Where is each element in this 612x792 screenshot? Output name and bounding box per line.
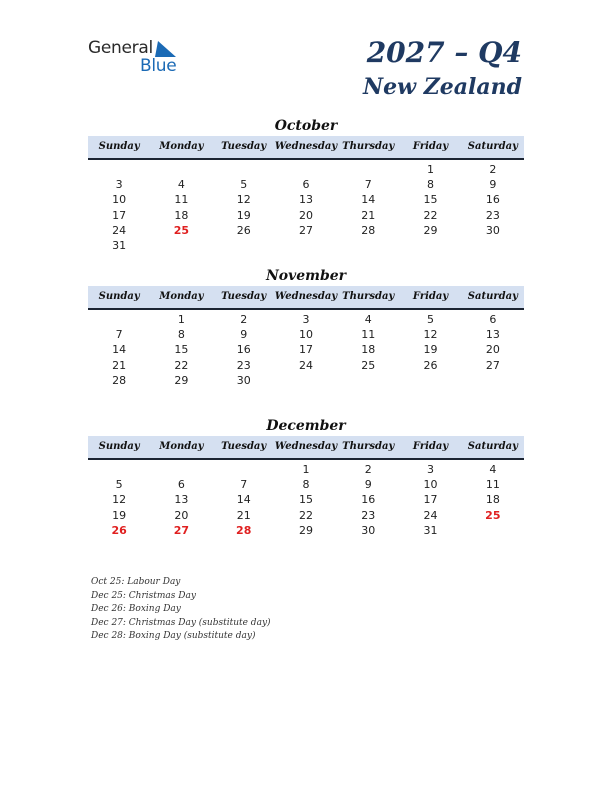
day-cell: 12 [236, 193, 251, 207]
empty-day-cell [88, 162, 150, 177]
month-name: October [274, 118, 338, 134]
day-cell: 23 [361, 508, 376, 522]
day-cell: 24 [298, 358, 313, 372]
empty-day-cell [150, 238, 212, 253]
weekday-label: Thursday [342, 291, 395, 302]
day-cell: 15 [423, 193, 438, 207]
day-cell: 26 [236, 223, 251, 237]
day-cell: 19 [236, 208, 251, 222]
day-cell: 31 [423, 523, 438, 537]
day-cell: 29 [423, 223, 438, 237]
weekday-label: Sunday [98, 141, 140, 152]
weekday-label: Monday [159, 441, 204, 452]
holiday-note: Dec 28: Boxing Day (substitute day) [91, 631, 256, 642]
day-cell: 18 [485, 493, 500, 507]
holiday-notes [91, 576, 271, 644]
day-cell: 8 [302, 478, 310, 492]
day-cell: 27 [485, 358, 500, 372]
empty-day-cell [399, 373, 461, 388]
page-subtitle: New Zealand [362, 74, 522, 100]
logo-flag-icon [155, 41, 176, 57]
day-cell: 2 [364, 463, 372, 476]
weekday-label: Wednesday [274, 291, 338, 302]
day-cell: 1 [427, 163, 435, 176]
day-cell: 10 [112, 193, 127, 207]
day-cell: 16 [236, 343, 251, 357]
empty-day-cell [275, 238, 337, 253]
day-cell: 24 [112, 223, 127, 237]
day-cell: 16 [361, 493, 376, 507]
day-cell: 28 [112, 373, 127, 387]
day-cell: 15 [298, 493, 313, 507]
week-row [88, 192, 524, 207]
day-cell: 13 [298, 193, 313, 207]
week-row [88, 523, 524, 538]
day-cell: 13 [174, 493, 189, 507]
day-cell: 3 [302, 313, 310, 326]
holiday-note: Dec 26: Boxing Day [91, 604, 181, 615]
week-row [88, 312, 524, 327]
weekday-label: Friday [412, 291, 449, 302]
day-cell: 16 [485, 193, 500, 207]
day-cell: 6 [177, 478, 185, 492]
day-cell: 30 [485, 223, 500, 237]
day-cell: 4 [177, 178, 185, 192]
day-cell: 14 [236, 493, 251, 507]
empty-day-cell [150, 162, 212, 177]
month-name: November [265, 268, 347, 284]
week-grid [88, 310, 524, 388]
weekday-label: Saturday [467, 291, 518, 302]
weekday-label: Tuesday [221, 291, 267, 302]
day-cell: 15 [174, 343, 189, 357]
day-cell: 26 [423, 358, 438, 372]
day-cell: 17 [423, 493, 438, 507]
day-cell: 21 [361, 208, 376, 222]
day-cell: 2 [240, 313, 248, 326]
weekday-header [88, 136, 524, 160]
week-grid [88, 460, 524, 538]
day-cell: 3 [427, 463, 435, 476]
weekday-label: Tuesday [221, 141, 267, 152]
empty-day-cell [462, 238, 524, 253]
day-cell: 10 [298, 328, 313, 342]
week-row [88, 508, 524, 523]
holiday-note: Dec 25: Christmas Day [91, 590, 196, 601]
empty-day-cell [337, 238, 399, 253]
weekday-header [88, 286, 524, 310]
weekday-label: Sunday [98, 441, 140, 452]
month-december [88, 416, 524, 538]
day-cell: 27 [298, 223, 313, 237]
day-cell: 12 [112, 493, 127, 507]
holiday-note: Oct 25: Labour Day [91, 577, 181, 587]
day-cell: 5 [240, 178, 248, 192]
empty-day-cell [213, 462, 275, 477]
day-cell: 13 [485, 328, 500, 342]
weekday-label: Tuesday [221, 441, 267, 452]
day-cell: 1 [302, 463, 310, 476]
day-cell: 20 [298, 208, 313, 222]
day-cell: 1 [177, 313, 185, 326]
month-october [88, 116, 524, 253]
day-cell: 29 [298, 523, 313, 537]
day-cell: 3 [115, 178, 123, 192]
holiday-day-cell: 26 [111, 523, 127, 537]
weekday-label: Sunday [98, 291, 140, 302]
day-cell: 9 [240, 328, 248, 342]
day-cell: 19 [112, 508, 127, 522]
week-row [88, 373, 524, 388]
empty-day-cell [462, 523, 524, 538]
day-cell: 7 [364, 178, 372, 192]
day-cell: 22 [423, 208, 438, 222]
day-cell: 2 [489, 163, 497, 176]
day-cell: 22 [174, 358, 189, 372]
day-cell: 11 [174, 193, 189, 207]
month-name: December [266, 418, 346, 434]
day-cell: 31 [112, 238, 127, 252]
weekday-label: Monday [159, 291, 204, 302]
day-cell: 4 [489, 463, 497, 476]
day-cell: 18 [174, 208, 189, 222]
day-cell: 7 [240, 478, 248, 492]
day-cell: 9 [489, 178, 497, 192]
day-cell: 24 [423, 508, 438, 522]
holiday-day-cell: 25 [173, 223, 190, 237]
holiday-day-cell: 27 [173, 523, 190, 537]
weekday-label: Friday [412, 441, 449, 452]
empty-day-cell [337, 162, 399, 177]
empty-day-cell [275, 373, 337, 388]
week-row [88, 327, 524, 342]
empty-day-cell [275, 162, 337, 177]
day-cell: 11 [485, 478, 500, 492]
week-row [88, 223, 524, 238]
week-row [88, 492, 524, 507]
day-cell: 9 [364, 478, 372, 492]
logo [88, 38, 188, 78]
holiday-day-cell: 28 [236, 523, 252, 537]
day-cell: 23 [236, 358, 251, 372]
day-cell: 20 [174, 508, 189, 522]
day-cell: 10 [423, 478, 438, 492]
day-cell: 6 [489, 313, 497, 326]
holiday-day-cell: 25 [485, 508, 501, 522]
day-cell: 7 [115, 328, 123, 342]
month-november [88, 266, 524, 388]
empty-day-cell [213, 238, 275, 253]
empty-day-cell [462, 373, 524, 388]
day-cell: 23 [485, 208, 500, 222]
weekday-label: Wednesday [274, 141, 338, 152]
empty-day-cell [88, 312, 150, 327]
day-cell: 21 [236, 508, 251, 522]
day-cell: 29 [174, 373, 189, 387]
empty-day-cell [399, 238, 461, 253]
weekday-label: Thursday [342, 141, 395, 152]
week-row [88, 238, 524, 253]
day-cell: 22 [298, 508, 313, 522]
week-row [88, 177, 524, 192]
day-cell: 30 [236, 373, 251, 387]
week-row [88, 477, 524, 492]
day-cell: 28 [361, 223, 376, 237]
week-row [88, 358, 524, 373]
day-cell: 8 [177, 328, 185, 342]
day-cell: 4 [364, 313, 372, 326]
weekday-label: Wednesday [274, 441, 338, 452]
week-grid [88, 160, 524, 253]
day-cell: 5 [115, 478, 123, 492]
day-cell: 12 [423, 328, 438, 342]
weekday-label: Monday [159, 141, 204, 152]
day-cell: 17 [298, 343, 313, 357]
weekday-label: Thursday [342, 441, 395, 452]
day-cell: 20 [485, 343, 500, 357]
empty-day-cell [213, 162, 275, 177]
weekday-label: Saturday [467, 441, 518, 452]
week-row [88, 162, 524, 177]
day-cell: 14 [361, 193, 376, 207]
day-cell: 21 [112, 358, 127, 372]
empty-day-cell [88, 462, 150, 477]
day-cell: 14 [112, 343, 127, 357]
day-cell: 6 [302, 178, 310, 192]
logo-text-general: General [88, 38, 153, 58]
logo-text-blue: Blue [140, 56, 177, 76]
day-cell: 30 [361, 523, 376, 537]
week-row [88, 342, 524, 357]
empty-day-cell [150, 462, 212, 477]
page-title: 2027 – Q4 [366, 36, 522, 69]
day-cell: 8 [427, 178, 435, 192]
week-row [88, 462, 524, 477]
holiday-note: Dec 27: Christmas Day (substitute day) [91, 617, 271, 628]
weekday-header [88, 436, 524, 460]
weekday-label: Friday [412, 141, 449, 152]
day-cell: 5 [427, 313, 435, 326]
weekday-label: Saturday [467, 141, 518, 152]
day-cell: 11 [361, 328, 376, 342]
day-cell: 25 [361, 358, 376, 372]
empty-day-cell [337, 373, 399, 388]
week-row [88, 208, 524, 223]
day-cell: 17 [112, 208, 127, 222]
day-cell: 19 [423, 343, 438, 357]
day-cell: 18 [361, 343, 376, 357]
